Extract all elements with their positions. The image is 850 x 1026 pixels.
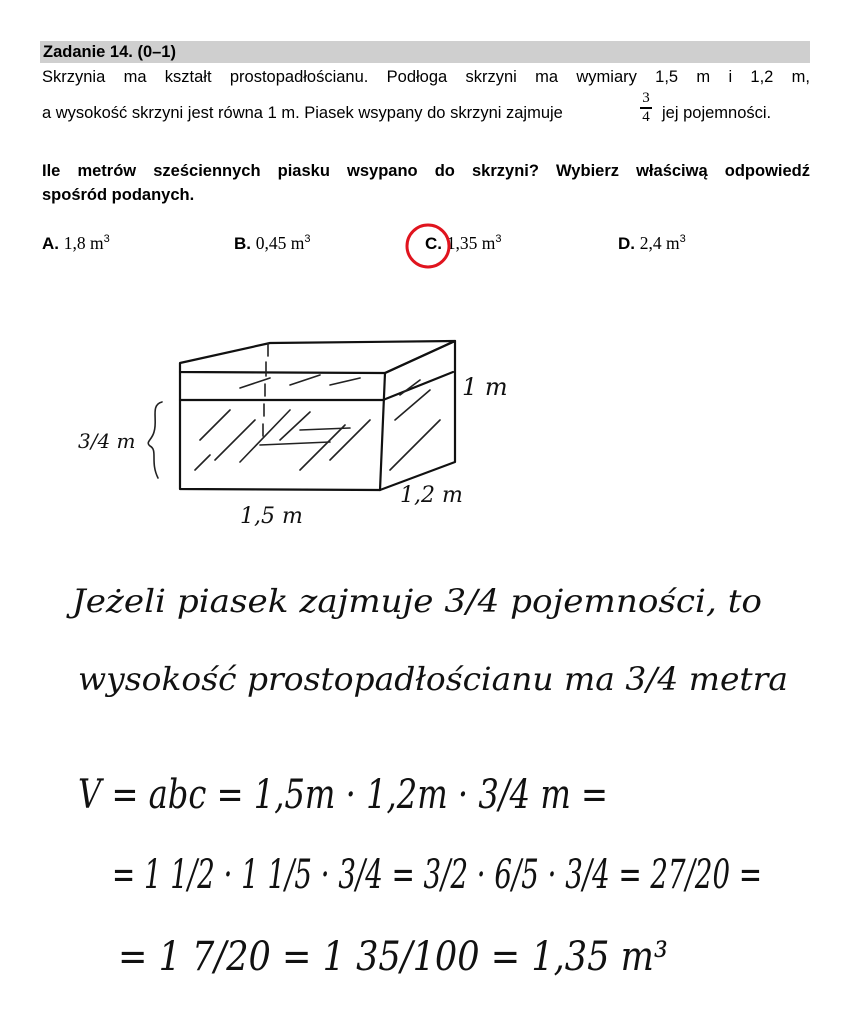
label-height: 1 m xyxy=(462,373,508,401)
task-text-line-1: Skrzynia ma kształt prostopadłościanu. Podłoga skrzyni ma wymiary 1,5 m i 1,2 m, xyxy=(42,68,810,86)
sand-hatching xyxy=(195,375,440,470)
option-d-value: 2,4 m xyxy=(639,233,680,253)
handwritten-sentence-2: wysokość prostopadłościanu ma 3/4 metra xyxy=(78,660,788,698)
label-sand-height: 3/4 m xyxy=(78,429,136,453)
question-line-2: spośród podanych. xyxy=(42,186,195,204)
box-top-face xyxy=(180,341,455,373)
option-c-exponent: 3 xyxy=(495,233,502,245)
sand-hatching-extra xyxy=(260,428,350,445)
box-diagram xyxy=(148,341,455,490)
equation-line-1: V = abc = 1,5m · 1,2m · 3/4 m = xyxy=(78,772,608,818)
selection-circle-icon xyxy=(407,225,449,267)
sand-height-brace xyxy=(148,402,162,478)
question-line-1: Ile metrów sześciennych piasku wsypano do skrzyni? Wybierz właściwą odpowiedź xyxy=(42,162,810,180)
handwritten-notes xyxy=(66,373,788,980)
label-width: 1,2 m xyxy=(400,483,463,508)
fraction-denominator: 4 xyxy=(642,108,650,125)
task-title: Zadanie 14. (0–1) xyxy=(43,43,176,61)
option-c-letter: C. xyxy=(425,234,442,253)
option-b-value: 0,45 m xyxy=(255,233,305,253)
option-c-value: 1,35 m xyxy=(446,233,496,253)
box-front-face xyxy=(180,372,385,490)
equation-line-3: = 1 7/20 = 1 35/100 = 1,35 m³ xyxy=(118,934,668,980)
task-text-line-2-end: jej pojemności. xyxy=(662,104,772,122)
option-d-exponent: 3 xyxy=(679,233,686,245)
task-text-line-2-start: a wysokość skrzyni jest równa 1 m. Piasek wsypany do skrzyni zajmuje xyxy=(42,104,563,122)
hidden-edge-dashed xyxy=(263,343,268,436)
option-a-letter: A. xyxy=(42,234,59,253)
option-b-letter: B. xyxy=(234,234,251,253)
option-a-exponent: 3 xyxy=(103,233,110,245)
option-d-letter: D. xyxy=(618,234,635,253)
equation-line-2: = 1 1/2 · 1 1/5 · 3/4 = 3/2 · 6/5 · 3/4 = 27/20 = xyxy=(112,852,762,898)
handwritten-sentence-1: Jeżeli piasek zajmuje 3/4 pojemności, to xyxy=(65,582,763,620)
option-a-value: 1,8 m xyxy=(63,233,104,253)
label-length: 1,5 m xyxy=(240,504,303,529)
option-b-exponent: 3 xyxy=(304,233,311,245)
fraction-numerator: 3 xyxy=(642,90,650,106)
